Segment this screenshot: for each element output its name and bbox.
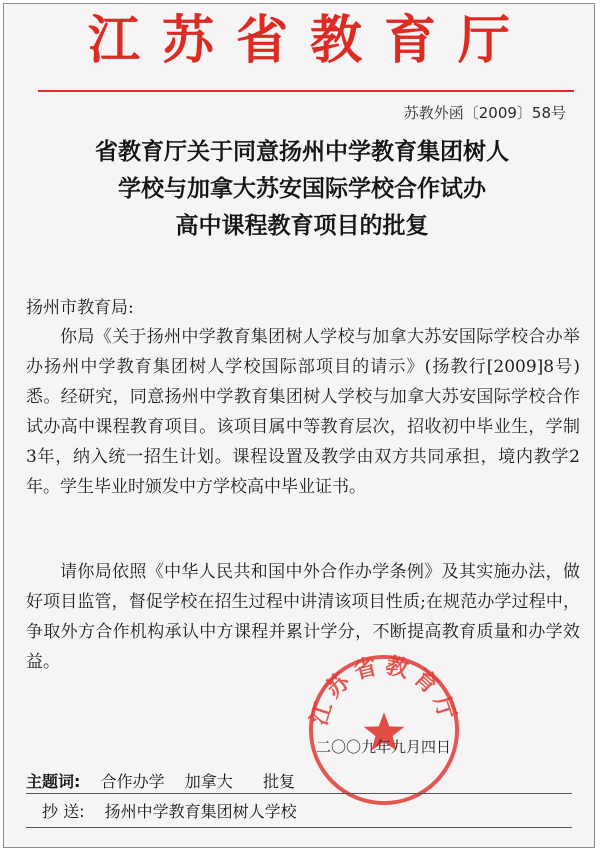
letterhead-red-rule — [38, 90, 574, 92]
copy-to — [42, 799, 297, 822]
document-page — [3, 3, 595, 848]
body-paragraph: 你局《关于扬州中学教育集团树人学校与加拿大苏安国际学校合办举办扬州中学教育集团树人学校国际部项目的请示》(扬教行[2009]8号)悉。经研究，同意扬州中学教育集团树人学校与加拿大苏安国际学校合作试办高中课程教育项目。该项目属中等教育层次，招收初中毕业生，学制3年，纳入统一招生计划。课程设置及教学由双方共同承担，境内教学2年。学生毕业时颁发中方学校高中毕业证书。 — [26, 327, 580, 497]
subject-term: 加拿大 — [184, 772, 233, 791]
cc-divider-bottom — [26, 827, 572, 828]
official-seal-icon — [305, 651, 463, 809]
subject-terms-label: 主题词: — [26, 772, 81, 791]
seal-text: 江苏省教育厅 — [306, 652, 462, 729]
copy-to-label: 抄 送: — [42, 802, 85, 821]
letterhead-issuer: 江苏省教育厅 — [87, 10, 532, 71]
subject-term: 合作办学 — [100, 772, 165, 791]
body-paragraph: 请你局依照《中华人民共和国中外合作办学条例》及其实施办法，做好项目监管，督促学校在招生过程中讲清该项目性质;在规范办学过程中，争取外方合作机构承认中方课程并累计学分，不断提高教育质量和办学效益。 — [26, 562, 580, 672]
title-line: 学校与加拿大苏安国际学校合作试办 — [118, 176, 486, 202]
subject-terms — [26, 769, 295, 792]
title-line: 省教育厅关于同意扬州中学教育集团树人 — [95, 139, 509, 165]
document-title — [24, 134, 580, 245]
cc-divider-top — [26, 793, 572, 794]
copy-to-recipient: 扬州中学教育集团树人学校 — [104, 802, 297, 821]
addressee: 扬州市教育局: — [26, 298, 134, 318]
title-line: 高中课程教育项目的批复 — [175, 213, 429, 239]
issue-date: 二〇〇九年九月四日 — [316, 738, 452, 756]
document-number: 苏教外函〔2009〕58号 — [403, 104, 566, 122]
subject-term: 批复 — [263, 772, 296, 791]
